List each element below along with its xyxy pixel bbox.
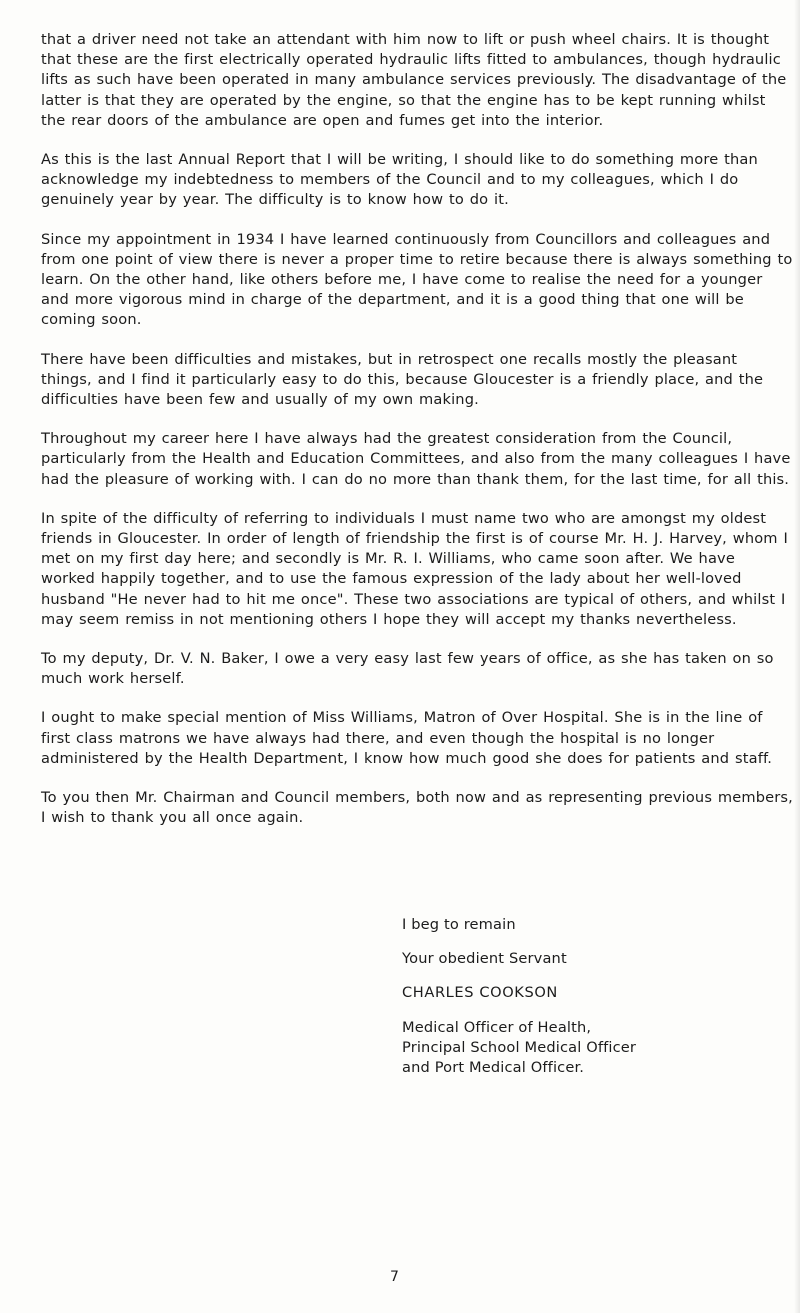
signatory-name: CHARLES COOKSON — [402, 984, 558, 1002]
signatory-title-1: Medical Officer of Health, — [402, 1018, 592, 1036]
page-number: 7 — [390, 1269, 399, 1285]
paragraph-last-report: As this is the last Annual Report that I will be writing, I should like to do something more than acknowledge my indebtedness to members of the Council and to my colleagues, which I do genuinely year by year. The difficulty is to know how to do it. — [41, 151, 758, 209]
paragraph-matron: I ought to make special mention of Miss Williams, Matron of Over Hospital. She is in the line of first class matrons we have always had there, and even though the hospital is no longer administered by the Health Department, I know how much good she does for patients and staff. — [41, 709, 773, 767]
report-body — [41, 30, 793, 848]
page-edge-shadow — [794, 0, 800, 1313]
signatory-title-2: Principal School Medical Officer — [402, 1038, 637, 1056]
paragraph-council-thanks: Throughout my career here I have always had the greatest consideration from the Council, particularly from the Health and Education Committees, and also from the many colleagues I have had the pleasure of working with. I can do no more than thank them, for the last time, for all this. — [41, 430, 791, 488]
paragraph-deputy: To my deputy, Dr. V. N. Baker, I owe a very easy last few years of office, as she has taken on so much work herself. — [41, 650, 774, 688]
signatory-title-3: and Port Medical Officer. — [402, 1059, 585, 1077]
closing-line: I beg to remain — [402, 916, 516, 933]
paragraph-old-friends: In spite of the difficulty of referring to individuals I must name two who are amongst my oldest friends in Gloucester. In order of length of friendship the first is of course Mr. H. J. Harvey, whom I met on my first day here; and secondly is Mr. R. I. Williams, who came soon after. We have worked happily together, and to use the famous expression of the lady about her well-loved husband "He never had to hit me once". These two associations are typical of others, and whilst I may seem remiss in not mentioning others I hope they will accept my thanks nevertheless. — [41, 509, 788, 628]
paragraph-difficulties: There have been difficulties and mistakes, but in retrospect one recalls mostly the pleasant things, and I find it particularly easy to do this, because Gloucester is a friendly place, and the difficulties have been few and usually of my own making. — [41, 350, 764, 409]
servant-line: Your obedient Servant — [402, 950, 567, 968]
paragraph-chairman: To you then Mr. Chairman and Council members, both now and as representing previous members, I wish to thank you all once again. — [41, 789, 793, 827]
letter-signoff — [402, 915, 782, 1078]
paragraph-ambulance-lifts: that a driver need not take an attendant with him now to lift or push wheel chairs. It is thought that these are the first electrically operated hydraulic lifts fitted to ambulances, though hydraulic lifts as such have been operated in many ambulance services previously. The disadvantage of the latter is that they are operated by the engine, so that the engine has to be kept running whilst the rear doors of the ambulance are open and fumes get into the interior. — [41, 31, 787, 129]
paragraph-appointment: Since my appointment in 1934 I have learned continuously from Councillors and colleagues and from one point of view there is never a proper time to retire because there is always something to learn. On the other hand, like others before me, I have come to realise the need for a younger and more vigorous mind in charge of the department, and it is a good thing that one will be coming soon. — [41, 230, 793, 329]
